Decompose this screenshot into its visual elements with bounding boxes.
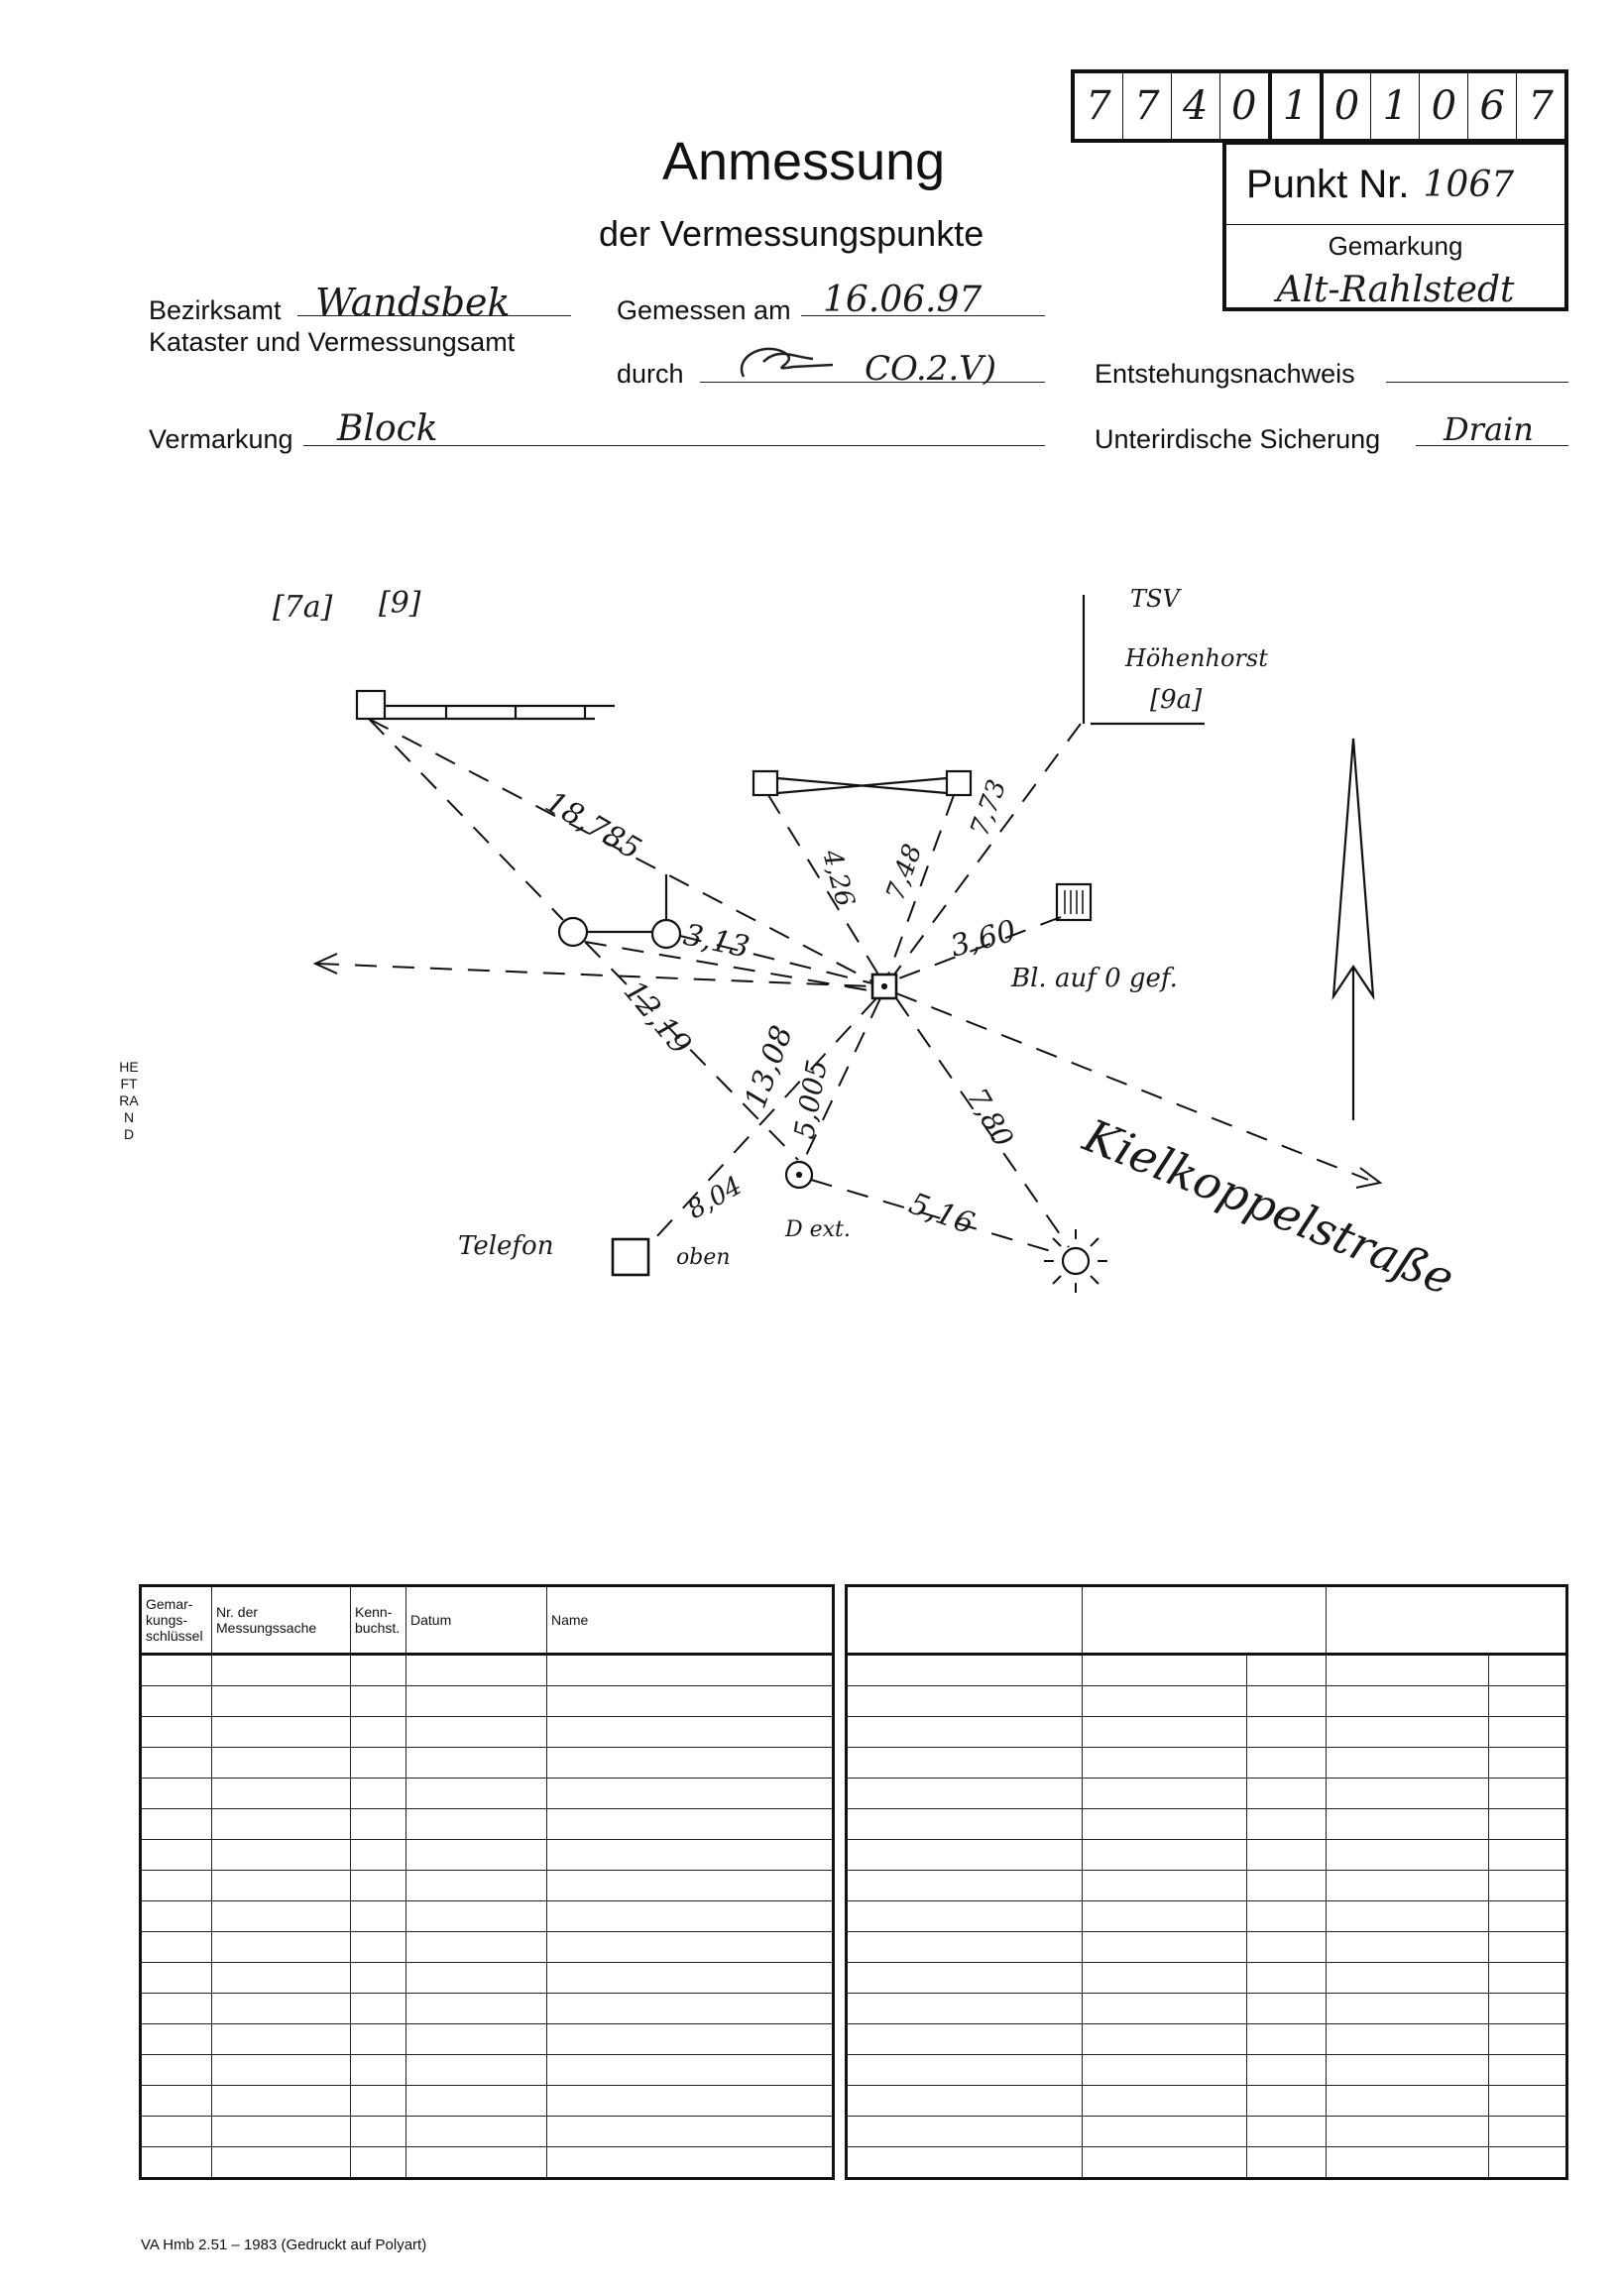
table-cell [1489,2024,1567,2055]
table-row [847,2117,1567,2147]
table-cell [1083,1655,1247,1686]
right-records-table [845,1584,1568,2180]
table-cell [1327,1932,1489,1963]
number-digit: 0 [1324,73,1372,139]
column-header: Nr. der Messungssache [212,1586,351,1655]
table-cell [1083,2147,1247,2179]
table-cell [847,2086,1083,2117]
distance-label: 7,80 [960,1083,1020,1153]
table-cell [1327,1748,1489,1779]
table-cell [547,1686,834,1717]
table-cell [1083,2024,1247,2055]
table-cell [406,1963,547,1994]
table-cell [547,1840,834,1871]
column-header-blank [1327,1586,1567,1655]
table-cell [1247,2024,1327,2055]
sicherung-label: Unterirdische Sicherung [1095,424,1381,454]
bezirksamt-label: Bezirksamt [149,295,282,325]
table-cell [1489,2055,1567,2086]
punkt-value: 1067 [1423,164,1515,205]
table-cell [212,1748,351,1779]
table-cell [1327,1840,1489,1871]
table-row [141,1655,834,1686]
table-cell [351,2147,406,2179]
table-cell [547,2024,834,2055]
table-cell [1489,1748,1567,1779]
street-label: Kielkoppelstraße [1076,1108,1462,1306]
table-cell [547,1871,834,1901]
table-cell [1489,1901,1567,1932]
table-cell [406,1779,547,1809]
table-cell [1247,1994,1327,2024]
distance-label: 12,19 [616,974,698,1062]
table-row [141,2055,834,2086]
table-cell [1489,1686,1567,1717]
table-cell [1489,1932,1567,1963]
table-cell [847,2055,1083,2086]
table-cell [141,1686,212,1717]
table-cell [141,1994,212,2024]
table-cell [141,1932,212,1963]
table-cell [1489,1871,1567,1901]
note-label: Bl. auf 0 gef. [1011,964,1178,993]
table-row [141,1686,834,1717]
table-cell [1247,1686,1327,1717]
column-header: Datum [406,1586,547,1655]
table-row [141,2147,834,2179]
number-digit: 7 [1075,73,1123,139]
table-cell [212,1901,351,1932]
number-digit: 4 [1172,73,1220,139]
punkt-label: Punkt Nr. [1246,162,1410,206]
table-cell [1327,2086,1489,2117]
table-cell [1489,1655,1567,1686]
table-row [141,1932,834,1963]
table-cell [1247,2117,1327,2147]
table-cell [351,1994,406,2024]
table-cell [141,1748,212,1779]
table-cell [1327,1779,1489,1809]
vermarkung-value: Block [337,408,438,449]
table-cell [212,1840,351,1871]
table-cell [847,2024,1083,2055]
right-table-body [847,1655,1567,2179]
table-cell [212,1994,351,2024]
table-cell [1247,2086,1327,2117]
table-cell [1247,1655,1327,1686]
table-cell [212,1655,351,1686]
table-cell [406,2147,547,2179]
table-cell [351,1809,406,1840]
gemessen-label: Gemessen am [617,295,791,325]
table-cell [212,2117,351,2147]
column-header: Gemar-kungs-schlüssel [141,1586,212,1655]
table-row [141,1717,834,1748]
table-cell [1327,2024,1489,2055]
box-symbol [1057,884,1091,920]
table-row [141,1779,834,1809]
hoehenhorst-label: Höhenhorst [1125,644,1268,672]
table-cell [547,1932,834,1963]
table-cell [847,1840,1083,1871]
table-cell [351,1871,406,1901]
table-cell [351,1901,406,1932]
column-header: Name [547,1586,834,1655]
table-cell [212,1963,351,1994]
table-cell [547,2147,834,2179]
table-row [141,1994,834,2024]
table-cell [547,1994,834,2024]
table-cell [547,1748,834,1779]
ref-7a: [7a] [273,590,333,625]
distance-label: 3,13 [680,917,752,966]
table-cell [212,2024,351,2055]
table-cell [212,1717,351,1748]
table-cell [1247,1901,1327,1932]
table-row [847,1655,1567,1686]
table-row [847,1901,1567,1932]
table-cell [351,2117,406,2147]
table-cell [351,1686,406,1717]
page-subtitle: der Vermessungspunkte [599,213,984,254]
table-cell [141,1779,212,1809]
table-cell [1083,1779,1247,1809]
table-cell [847,1686,1083,1717]
survey-circle [559,918,587,946]
d-ext-label: D ext. [785,1217,851,1242]
table-cell [406,2024,547,2055]
entstehung-label: Entstehungsnachweis [1095,359,1355,389]
table-row [847,1994,1567,2024]
column-header-blank [847,1586,1083,1655]
form-footer: VA Hmb 2.51 – 1983 (Gedruckt auf Polyart) [141,2237,427,2253]
table-cell [1489,1994,1567,2024]
table-cell [1327,1809,1489,1840]
table-cell [406,1994,547,2024]
table-cell [141,1655,212,1686]
bezirksamt-value: Wandsbek [315,281,511,324]
table-cell [406,1809,547,1840]
table-row [847,2024,1567,2055]
table-cell [351,1840,406,1871]
table-cell [1247,1717,1327,1748]
table-row [847,1963,1567,1994]
table-cell [406,1840,547,1871]
table-cell [547,2055,834,2086]
table-cell [1083,1871,1247,1901]
table-row [141,1963,834,1994]
table-cell [1489,1840,1567,1871]
table-cell [212,1809,351,1840]
number-digit: 0 [1420,73,1468,139]
gemessen-value: 16.06.97 [823,280,983,320]
table-cell [1083,1748,1247,1779]
oben-label: oben [676,1245,731,1270]
ref-9a: [9a] [1150,685,1203,715]
left-table-body [141,1655,834,2179]
table-row [141,1809,834,1840]
telefon-box [613,1239,648,1275]
table-cell [1327,1686,1489,1717]
table-cell [351,1779,406,1809]
table-cell [141,2055,212,2086]
distance-label: 3,60 [947,913,1020,965]
table-cell [1327,1871,1489,1901]
table-cell [1083,1963,1247,1994]
table-cell [847,1901,1083,1932]
table-row [847,1748,1567,1779]
number-digit: 0 [1220,73,1272,139]
table-cell [1327,1994,1489,2024]
table-cell [141,1871,212,1901]
table-cell [1489,1717,1567,1748]
boundary-marker-box [357,691,385,719]
table-row [141,2024,834,2055]
table-cell [847,1748,1083,1779]
table-cell [1083,2055,1247,2086]
table-cell [1083,2086,1247,2117]
table-cell [1083,1932,1247,1963]
table-cell [212,2147,351,2179]
table-cell [1489,2117,1567,2147]
table-cell [1327,1655,1489,1686]
table-cell [212,2086,351,2117]
table-cell [1247,1840,1327,1871]
table-cell [547,1655,834,1686]
table-cell [547,1809,834,1840]
table-cell [141,2147,212,2179]
column-header-blank [1083,1586,1327,1655]
gemarkung-value: Alt-Rahlstedt [1276,270,1515,310]
table-cell [847,2117,1083,2147]
table-row [847,2086,1567,2117]
table-cell [406,1717,547,1748]
table-cell [406,1932,547,1963]
distance-label: 5,005 [787,1057,834,1142]
table-cell [847,1932,1083,1963]
table-cell [1327,1963,1489,1994]
table-row [847,2055,1567,2086]
table-cell [351,1932,406,1963]
table-cell [847,1871,1083,1901]
number-digit: 6 [1468,73,1517,139]
table-cell [351,2086,406,2117]
table-cell [1083,1901,1247,1932]
table-cell [1327,1901,1489,1932]
table-cell [141,1963,212,1994]
lamp-symbol [1063,1248,1089,1274]
table-cell [351,1655,406,1686]
number-digit: 1 [1272,73,1324,139]
table-cell [847,1779,1083,1809]
table-cell [351,1748,406,1779]
table-cell [1247,1871,1327,1901]
table-cell [1083,1717,1247,1748]
table-cell [1327,2117,1489,2147]
table-cell [212,1871,351,1901]
table-cell [1327,2055,1489,2086]
distance-label: 7,73 [965,775,1013,841]
kataster-label: Kataster und Vermessungsamt [149,327,516,357]
table-cell [141,2117,212,2147]
table-cell [547,1901,834,1932]
table-row [141,1748,834,1779]
table-cell [141,1840,212,1871]
table-cell [406,1871,547,1901]
table-cell [847,1655,1083,1686]
table-cell [406,1748,547,1779]
marker-box [947,771,971,795]
table-cell [212,1686,351,1717]
table-cell [351,2055,406,2086]
table-cell [1083,1994,1247,2024]
table-row [847,1809,1567,1840]
table-cell [212,2055,351,2086]
table-cell [1489,2086,1567,2117]
table-row [141,1871,834,1901]
table-cell [406,1686,547,1717]
table-cell [547,1963,834,1994]
distance-label: 4,26 [816,847,861,910]
table-cell [1083,1686,1247,1717]
table-cell [547,2117,834,2147]
table-cell [1247,1932,1327,1963]
table-cell [547,2086,834,2117]
table-cell [847,2147,1083,2179]
table-cell [1327,2147,1489,2179]
table-cell [212,1779,351,1809]
distance-label: 8,04 [682,1171,748,1226]
table-cell [212,1932,351,1963]
distance-label: 13,08 [738,1021,800,1113]
durch-label: durch [617,359,684,389]
distance-label: 18,785 [539,784,647,867]
tsv-label: TSV [1130,585,1180,613]
durch-value: CO.2.V) [865,349,996,389]
vermarkung-label: Vermarkung [149,424,293,454]
distance-label: 7,48 [880,840,929,905]
margin-label: HEFTRAND [119,1059,139,1142]
table-cell [1083,2117,1247,2147]
table-cell [547,1717,834,1748]
table-cell [1247,1779,1327,1809]
table-cell [1247,1963,1327,1994]
table-cell [847,1717,1083,1748]
table-row [141,1901,834,1932]
distance-label: 5,16 [904,1186,980,1242]
number-digit: 7 [1528,83,1554,129]
number-digit: 1 [1371,73,1420,139]
table-row [847,1779,1567,1809]
column-header: Kenn-buchst. [351,1586,406,1655]
table-row [847,1871,1567,1901]
table-cell [141,2024,212,2055]
marker-box [753,771,777,795]
table-row [847,1840,1567,1871]
table-cell [547,1779,834,1809]
left-records-table [139,1584,835,2180]
survey-circle [652,920,680,948]
sicherung-value: Drain [1444,410,1534,448]
table-cell [406,2086,547,2117]
table-row [847,2147,1567,2179]
table-cell [1247,2147,1327,2179]
table-cell [141,1809,212,1840]
table-cell [351,1717,406,1748]
table-cell [1247,1809,1327,1840]
table-cell [1247,2055,1327,2086]
table-cell [406,1901,547,1932]
table-cell [351,1963,406,1994]
table-row [141,2117,834,2147]
table-cell [1083,1840,1247,1871]
table-cell [1489,1809,1567,1840]
table-cell [406,1655,547,1686]
north-arrow [1333,739,1373,996]
table-cell [1489,1963,1567,1994]
gemarkung-label: Gemarkung [1328,231,1463,261]
ref-9: [9] [379,586,421,621]
table-cell [141,1901,212,1932]
table-cell [1489,1779,1567,1809]
table-row [847,1686,1567,1717]
table-cell [847,1994,1083,2024]
table-row [847,1717,1567,1748]
table-cell [1247,1748,1327,1779]
table-row [141,2086,834,2117]
table-cell [141,1717,212,1748]
table-row [141,1840,834,1871]
table-row [847,1932,1567,1963]
table-cell [351,2024,406,2055]
table-cell [1083,1809,1247,1840]
table-cell [406,2117,547,2147]
telefon-label: Telefon [458,1231,554,1261]
table-cell [847,1809,1083,1840]
number-digit: 7 [1123,73,1172,139]
page-title: Anmessung [662,132,946,191]
table-cell [1327,1717,1489,1748]
table-cell [406,2055,547,2086]
table-cell [141,2086,212,2117]
table-cell [847,1963,1083,1994]
table-cell [1489,2147,1567,2179]
